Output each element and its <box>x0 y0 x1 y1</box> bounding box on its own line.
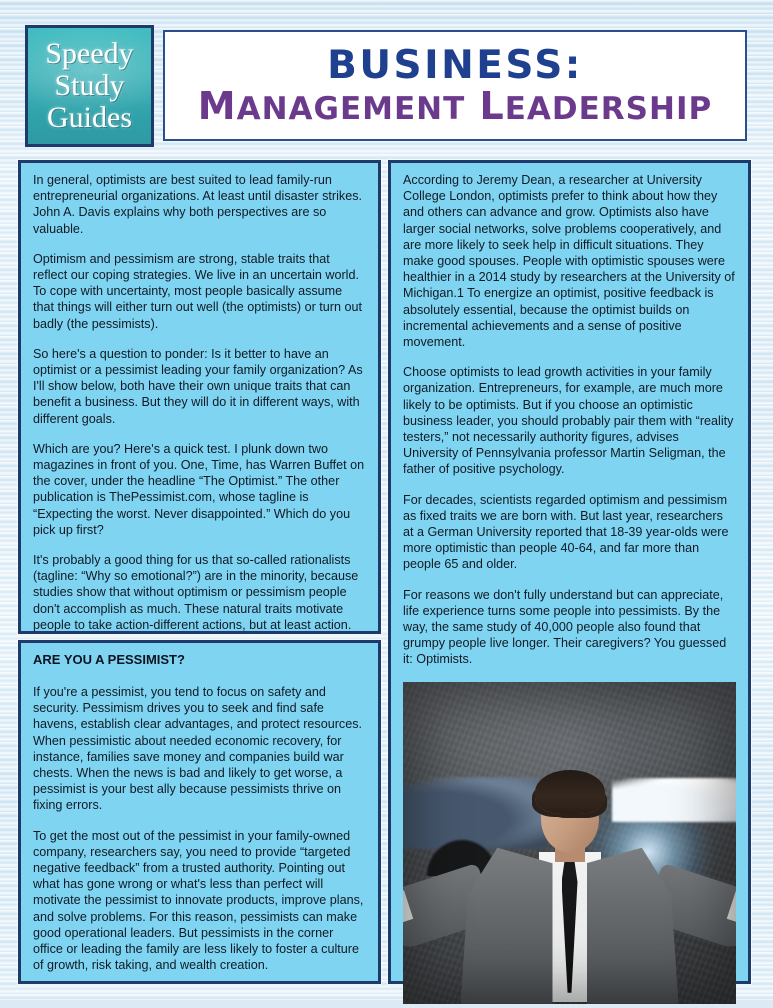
title-rest-management: ANAGEMENT <box>236 91 466 127</box>
left-bottom-pessimist-panel <box>18 640 381 984</box>
left-top-panel-body <box>21 163 378 641</box>
paragraph: To get the most out of the pessimist in your family-owned company, researchers say, you need to provide “targeted negative feedback” from a trusted authority. Pointing out what has gone wrong or what's less than perfect will motivate the pessimist to innovate products, improve plans, and solve problems. For this reason, pessimists can make good operational leaders. But pessimists in the corner office or leading the family are less likely to foster a culture of growth, risk taking, and wealth creation. <box>33 828 364 973</box>
logo-line-study: Study <box>54 68 125 102</box>
title-rest-leadership: EADERSHIP <box>504 91 713 127</box>
right-panel-body <box>391 163 748 1008</box>
page-title-secondary <box>197 84 713 128</box>
title-space <box>465 84 479 128</box>
title-cap-l: L <box>479 84 505 128</box>
paragraph: For decades, scientists regarded optimism and pessimism as fixed traits we are born with. But last year, researchers at a German University reported that 18-39 year-olds were more optimistic than people 40-64, and far more than people 65 and older. <box>403 492 729 572</box>
left-bottom-panel-body <box>21 643 378 981</box>
paragraph: According to Jeremy Dean, a researcher at University College London, optimists prefer to think about how they and others can advance and grow. Optimists also have larger social networks, solve problems cooperatively, and are more likely to seek help in difficult situations. They make good spouses. People with optimistic spouses were healthier in a 2014 study by researchers at the University of Michigan.1 To energize an optimist, positive feedback is absolutely essential, because the optimist builds on incremental achievements and a sense of positive movement. <box>403 173 735 350</box>
paragraph: For reasons we don't fully understand but can appreciate, life experience turns some people into pessimists. By the way, the same study of 40,000 people also found that grumpy people live longer. Their caregivers? You guessed it: Optimists. <box>403 587 727 667</box>
section-heading: ARE YOU A PESSIMIST? <box>33 652 185 667</box>
title-cap-m: M <box>197 84 237 128</box>
paragraph: Choose optimists to lead growth activities in your family organization. Entrepreneurs, for example, are much more likely to be optimists. But if you choose an optimistic business leader, you should probably pair them with “reality testers,” not necessarily authority figures, advises University of Pennsylvania professor Martin Seligman, the father of positive psychology. <box>403 365 734 477</box>
logo-line-speedy: Speedy <box>45 36 134 70</box>
paragraph: It's probably a good thing for us that so-called rationalists (tagline: “Why so emotional?”) are in the minority, because studies show that without optimism or pessimism people don't accomplish as much. These natural traits motivate people to take action-different actions, but at least action. <box>33 553 359 632</box>
hair <box>535 770 605 814</box>
left-top-text-panel <box>18 160 381 634</box>
businessman-figure <box>455 774 685 1004</box>
right-text-and-photo-panel <box>388 160 751 984</box>
paragraph: In general, optimists are best suited to lead family-run entrepreneurial organizations. At least until disaster strikes. John A. Davis explains why both perspectives are so valuable. <box>33 173 363 236</box>
content-columns <box>0 158 773 988</box>
speedy-study-guides-logo <box>25 25 154 147</box>
page-title-box <box>163 30 747 141</box>
paragraph: Which are you? Here's a quick test. I plunk down two magazines in front of you. One, Time, has Warren Buffet on the cover, under the headline “The Optimist.” The other publication is ThePessimist.com, whose tagline is “Expecting the worst. Never disappointed.” Which do you pick up first? <box>33 441 365 537</box>
page-title-primary: BUSINESS: <box>327 43 583 88</box>
logo-line-guides: Guides <box>47 101 132 135</box>
paragraph: So here's a question to ponder: Is it better to have an optimist or a pessimist leading your family organization? As I'll show below, both have their own unique traits that can benefit a business. But they will do it in different ways, with different goals. <box>33 346 363 426</box>
paragraph: If you're a pessimist, you tend to focus on safety and security. Pessimism drives you to seek and find safe havens, establish clear advantages, and protect resources. When pessimistic about needed economic recovery, for instance, families save money and companies build war chests. When the news is bad and likely to get worse, a pessimist is your best ally because pessimists thrive on fixing errors. <box>33 685 363 813</box>
page-header <box>0 0 773 156</box>
paragraph: Optimism and pessimism are strong, stable traits that reflect our coping strategies. We live in an uncertain world. To cope with uncertainty, most people basically assume that things will either turn out well (the optimists) or turn out badly (the pessimists). <box>33 251 362 331</box>
optimist-pessimist-photo <box>403 682 736 1004</box>
